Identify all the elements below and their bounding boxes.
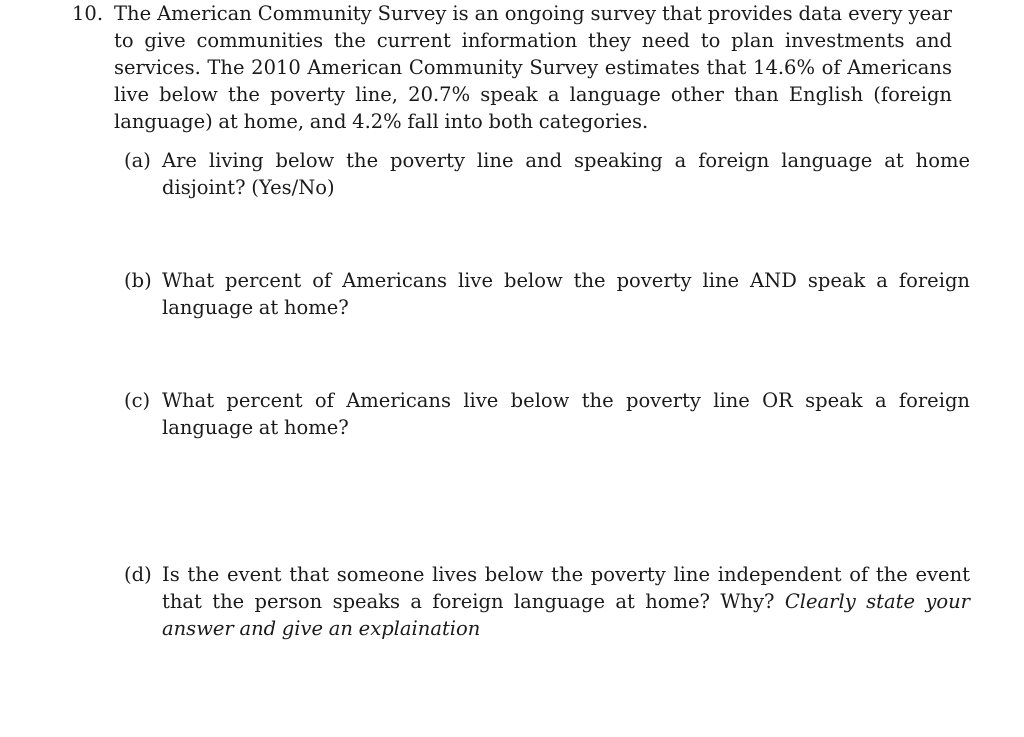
part-c <box>124 387 970 441</box>
part-d <box>124 561 970 642</box>
part-d-instruction: Clearly state your answer and give an explaination <box>162 590 970 640</box>
question-number: 10. <box>72 2 104 25</box>
problem-10 <box>72 0 970 640</box>
question-text: The American Community Survey is an ongoing survey that provides data every year to give communities the current information they need to plan investments and services. The 2010 American Community Survey estimates that 14.6% of Americans live below the poverty line, 20.7% speak a language other than English (foreign language) at home, and 4.2% fall into both categories. <box>114 2 952 133</box>
part-b-text: What percent of Americans live below the poverty line AND speak a foreign language at home? <box>162 269 970 319</box>
part-b <box>124 267 970 321</box>
part-c-text: What percent of Americans live below the poverty line OR speak a foreign language at home? <box>162 389 970 439</box>
part-b-label: (b) <box>124 269 152 292</box>
question-stem <box>72 0 952 135</box>
part-d-text: Is the event that someone lives below the poverty line independent of the event that the person speaks a foreign language at home? Why? <box>162 563 970 613</box>
part-a-label: (a) <box>124 149 151 172</box>
part-d-label: (d) <box>124 563 152 586</box>
part-a-text: Are living below the poverty line and speaking a foreign language at home disjoint? (Yes/No) <box>162 149 970 199</box>
part-c-label: (c) <box>124 389 151 412</box>
part-a <box>124 147 970 201</box>
